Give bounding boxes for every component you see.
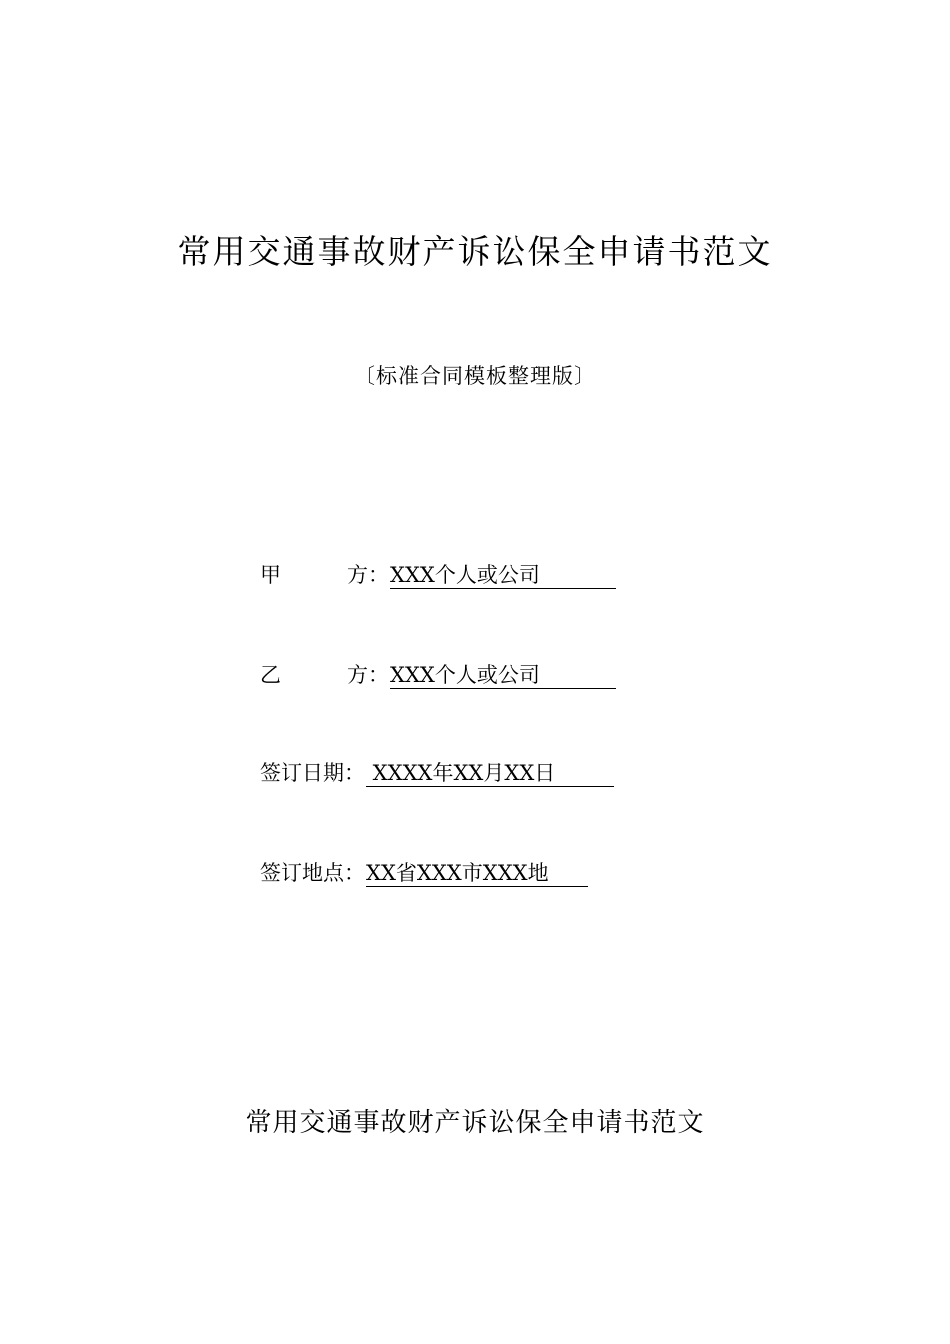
party-b-label-first: 乙 xyxy=(260,663,281,687)
footer-title: 常用交通事故财产诉讼保全申请书范文 xyxy=(245,1108,705,1138)
party-b-colon: ： xyxy=(368,663,389,687)
signing-date-value: XXXX年XX月XX日 xyxy=(366,760,614,787)
party-a-label-last: 方 xyxy=(347,563,368,587)
signing-date-colon: ： xyxy=(344,761,365,785)
signing-date-field xyxy=(260,756,614,790)
signing-place-label: 签订地点 xyxy=(260,861,344,885)
party-b-label xyxy=(260,658,368,692)
document-title: 常用交通事故财产诉讼保全申请书范文 xyxy=(177,232,773,271)
party-a-value: XXX个人或公司 xyxy=(390,562,616,589)
party-a-label xyxy=(260,558,368,592)
signing-place-field xyxy=(260,856,588,890)
party-b-label-last: 方 xyxy=(347,663,368,687)
party-b-value: XXX个人或公司 xyxy=(390,662,616,689)
party-a-label-first: 甲 xyxy=(260,563,281,587)
signing-place-value: XX省XXX市XXX地 xyxy=(366,860,588,887)
party-b-field xyxy=(260,658,616,692)
party-a-field xyxy=(260,558,616,592)
document-subtitle: 〔标准合同模板整理版〕 xyxy=(354,364,596,388)
signing-date-label: 签订日期 xyxy=(260,761,344,785)
signing-place-colon: ： xyxy=(344,861,365,885)
party-a-colon: ： xyxy=(368,563,389,587)
